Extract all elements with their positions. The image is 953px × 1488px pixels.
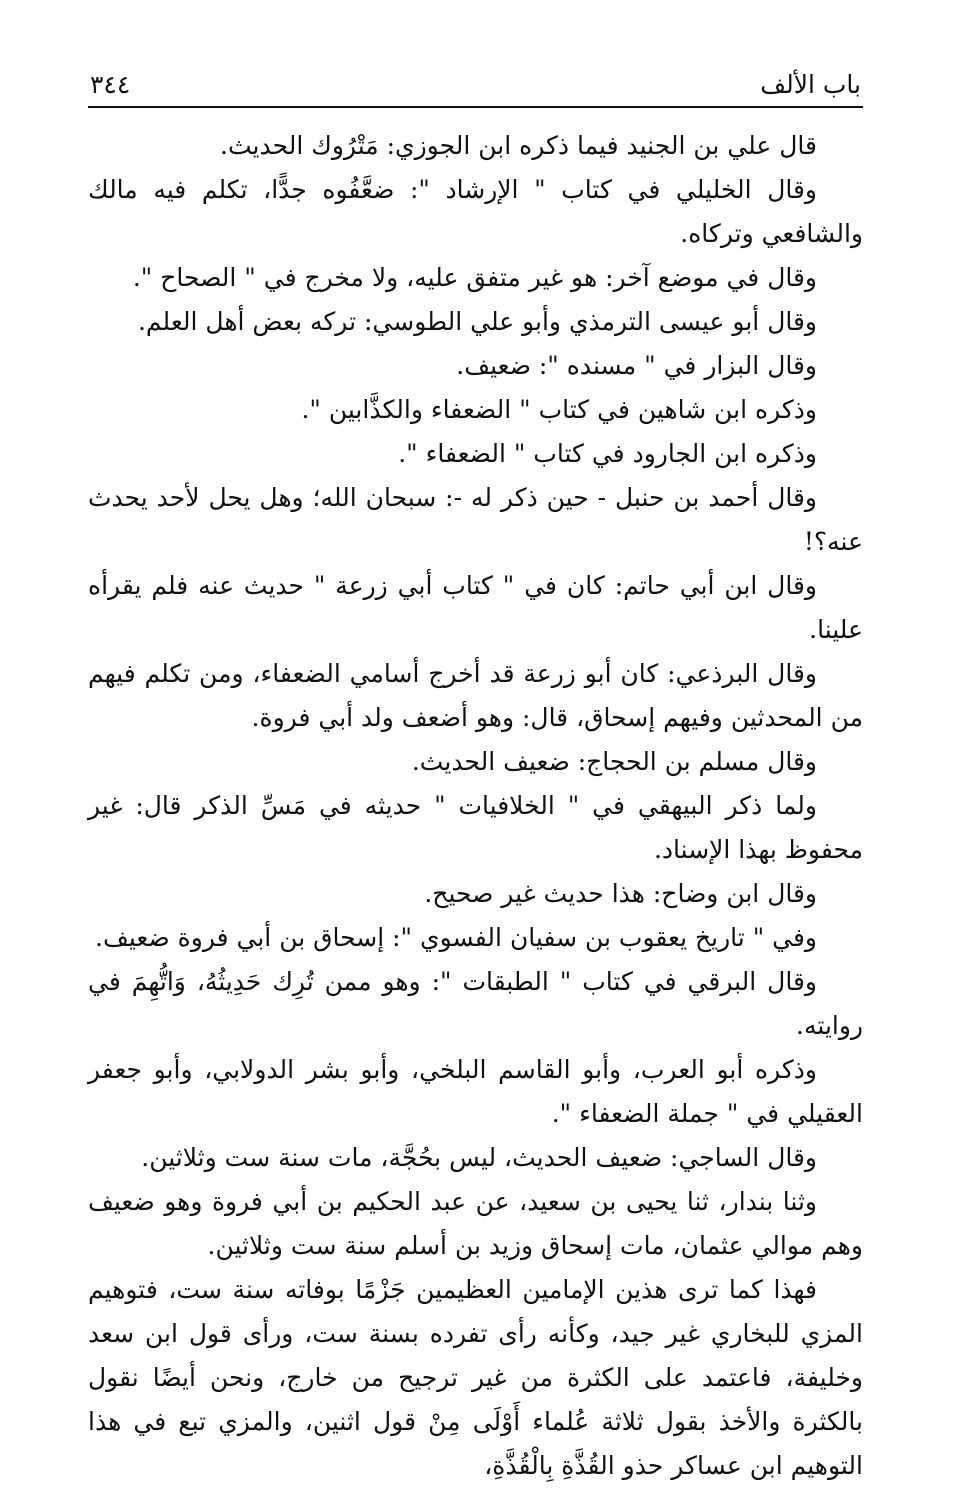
paragraph-13: وقال ابن وضاح: هذا حديث غير صحيح. bbox=[424, 879, 817, 908]
paragraph-14: وفي " تاريخ يعقوب بن سفيان الفسوي ": إسحاق بن أبي فروة ضعيف. bbox=[95, 923, 817, 952]
paragraph-9: وقال ابن أبي حاتم: كان في " كتاب أبي زرعة " حديث عنه فلم يقرأه علينا. bbox=[88, 571, 863, 644]
paragraph-7: وذكره ابن الجارود في كتاب " الضعفاء ". bbox=[398, 439, 817, 468]
book-page bbox=[88, 58, 863, 1488]
paragraph-18: وثنا بندار، ثنا يحيى بن سعيد، عن عبد الحكيم بن أبي فروة وهو ضعيف وهم موالي عثمان، مات إسحاق وزيد بن أسلم سنة ست وثلاثين. bbox=[88, 1187, 863, 1260]
paragraph-10: وقال البرذعي: كان أبو زرعة قد أخرج أسامي الضعفاء، ومن تكلم فيهم من المحدثين وفيهم إسحاق، قال: وهو أضعف ولد أبي فروة. bbox=[88, 659, 863, 732]
running-header bbox=[88, 58, 863, 108]
paragraph-4: وقال أبو عيسى الترمذي وأبو علي الطوسي: تركه بعض أهل العلم. bbox=[137, 307, 817, 336]
paragraph-12: ولما ذكر البيهقي في " الخلافيات " حديثه في مَسِّ الذكر قال: غير محفوظ بهذا الإسناد. bbox=[88, 791, 863, 864]
page-number: ٣٤٤ bbox=[90, 70, 131, 99]
paragraph-11: وقال مسلم بن الحجاج: ضعيف الحديث. bbox=[411, 747, 817, 776]
paragraph-5: وقال البزار في " مسنده ": ضعيف. bbox=[456, 351, 817, 380]
paragraph-8: وقال أحمد بن حنبل - حين ذكر له -: سبحان الله؛ وهل يحل لأحد يحدث عنه؟! bbox=[88, 483, 863, 556]
paragraph-2: وقال الخليلي في كتاب " الإرشاد ": ضعَّفُوه جدًّا، تكلم فيه مالك والشافعي وتركاه. bbox=[88, 175, 863, 248]
page-body bbox=[88, 124, 863, 1488]
paragraph-3: وقال في موضع آخر: هو غير متفق عليه، ولا مخرج في " الصحاح ". bbox=[132, 263, 817, 292]
paragraph-6: وذكره ابن شاهين في كتاب " الضعفاء والكذَّابين ". bbox=[301, 395, 817, 424]
paragraph-19: فهذا كما ترى هذين الإمامين العظيمين جَزْمًا بوفاته سنة ست، فتوهيم المزي للبخاري غير جيد، وكأنه رأى تفرده بسنة ست، ورأى قول ابن سعد وخليفة، فاعتمد على الكثرة من غير ترجيح من خارج، ونحن أيضًا نقول بالكثرة والأخذ بقول ثلاثة عُلماء أَوْلَى مِنْ قول اثنين، والمزي تبع في هذا التوهيم ابن عساكر حذو القُذَّةِ بِالْقُذَّةِ، bbox=[88, 1275, 863, 1480]
paragraph-1: قال علي بن الجنيد فيما ذكره ابن الجوزي: مَتْرُوك الحديث. bbox=[220, 131, 817, 160]
paragraph-17: وقال الساجي: ضعيف الحديث، ليس بحُجَّة، مات سنة ست وثلاثين. bbox=[141, 1143, 817, 1172]
paragraph-15: وقال البرقي في كتاب " الطبقات ": وهو ممن تُرِك حَدِيثُهُ، وَاتُّهِمَ في روايته. bbox=[88, 967, 863, 1040]
chapter-title: باب الألف bbox=[760, 70, 861, 99]
paragraph-16: وذكره أبو العرب، وأبو القاسم البلخي، وأبو بشر الدولابي، وأبو جعفر العقيلي في " جملة الضعفاء ". bbox=[88, 1055, 863, 1128]
